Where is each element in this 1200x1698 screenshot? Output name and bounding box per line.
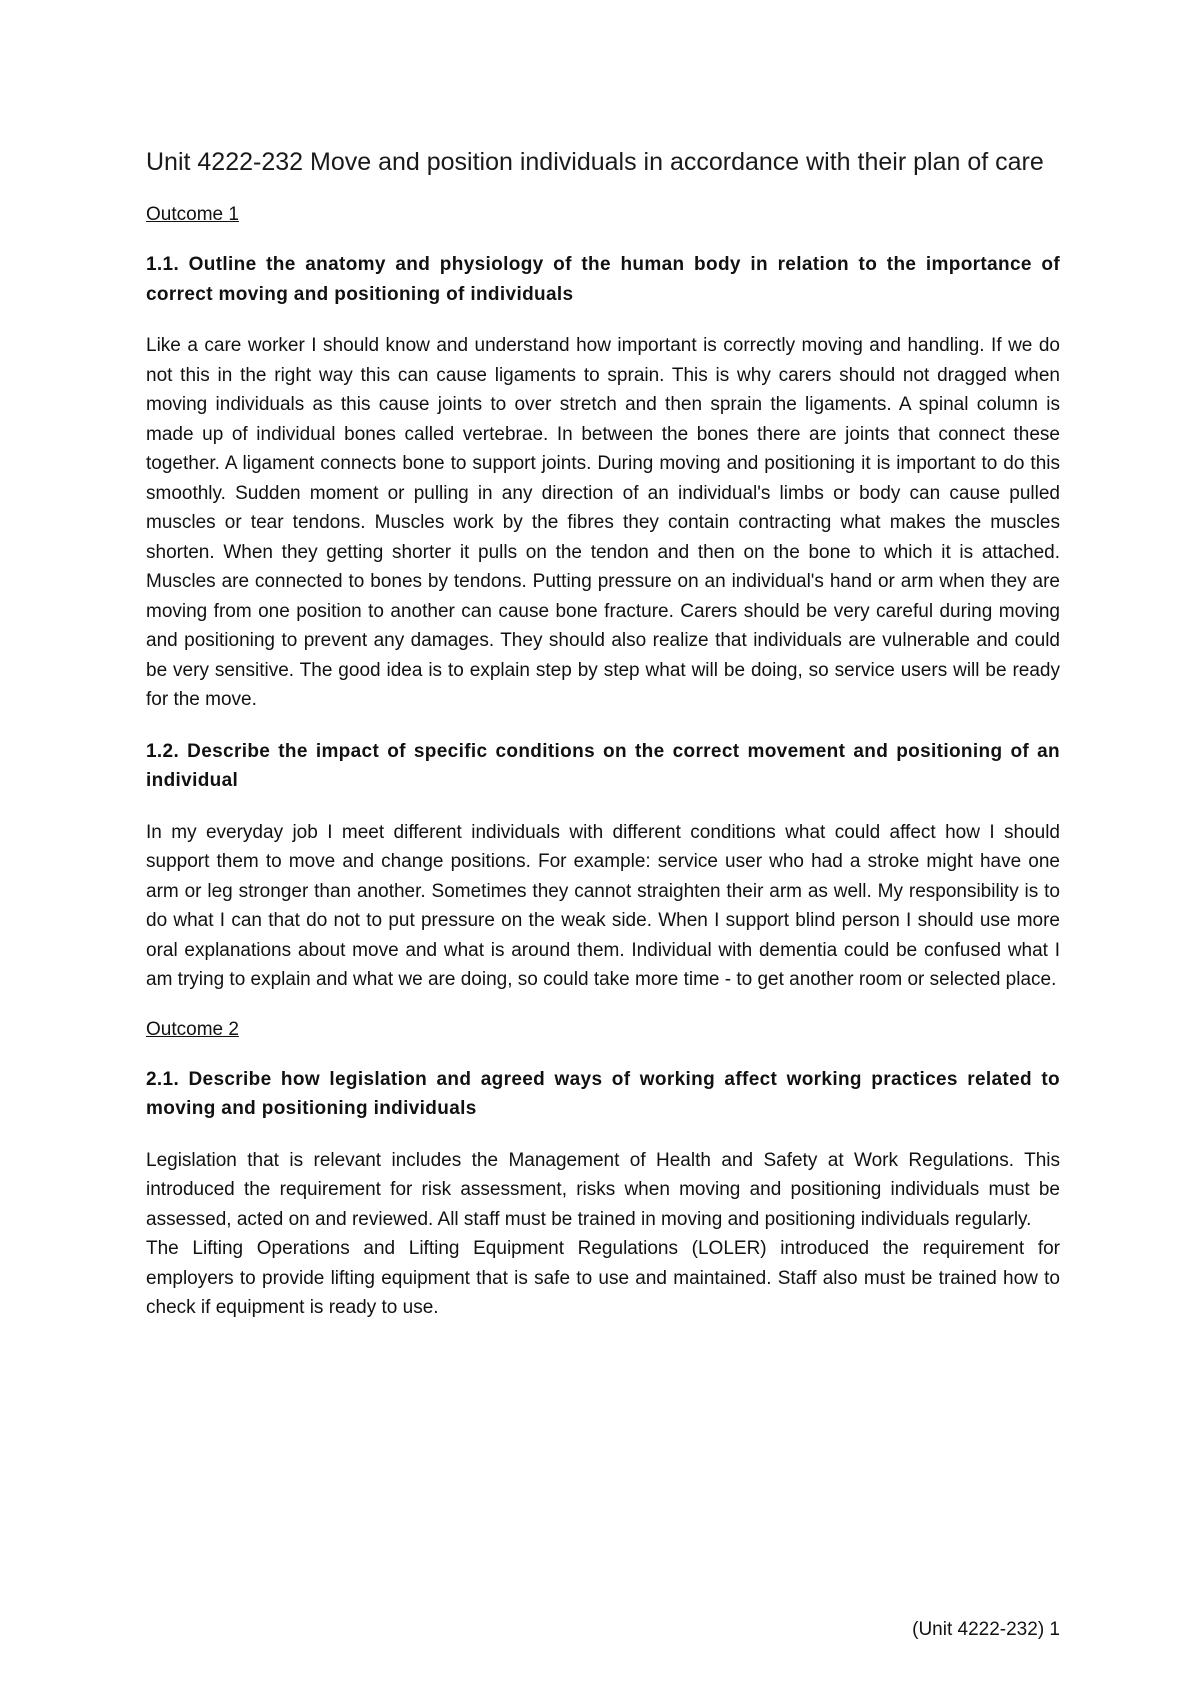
page-footer: (Unit 4222-232) 1 — [912, 1619, 1060, 1640]
answer-2-1 — [146, 1146, 1060, 1323]
outcome-1-heading: Outcome 1 — [146, 204, 239, 225]
question-1-2: 1.2. Describe the impact of specific conditions on the correct movement and positioning of an individual — [146, 740, 1060, 791]
question-1-1: 1.1. Outline the anatomy and physiology of the human body in relation to the importance of correct moving and positioning of individuals — [146, 254, 1060, 305]
outcome-2-heading: Outcome 2 — [146, 1018, 239, 1040]
answer-2-1-paragraph-2: The Lifting Operations and Lifting Equipment Regulations (LOLER) introduced the requirement for employers to provide lifting equipment that is safe to use and maintained. Staff also must be trained how to check if equipment is ready to use. — [146, 1238, 1060, 1318]
answer-1-2: In my everyday job I meet different individuals with different conditions what could affect how I should support them to move and change positions. For example: service user who had a stroke might have one arm or leg stronger than another. Sometimes they cannot straighten their arm as well. My responsibility is to do what I can that do not to put pressure on the weak side. When I support blind person I should use more oral explanations about move and what is around them. Individual with dementia could be confused what I am trying to explain and what we are doing, so could take more time - to get another room or selected place. — [146, 821, 1060, 990]
document-title: Unit 4222-232 Move and position individuals in accordance with their plan of care — [146, 148, 1044, 176]
answer-2-1-paragraph-1: Legislation that is relevant includes the Management of Health and Safety at Work Regulations. This introduced the requirement for risk assessment, risks when moving and positioning individuals must be assessed, acted on and reviewed. All staff must be trained in moving and positioning individuals regularly. — [146, 1149, 1060, 1230]
question-2-1: 2.1. Describe how legislation and agreed ways of working affect working practices related to moving and positioning individuals — [146, 1068, 1060, 1119]
document-page — [146, 146, 1060, 1345]
answer-1-1: Like a care worker I should know and understand how important is correctly moving and handling. If we do not this in the right way this can cause ligaments to sprain. This is why carers should not dragged when moving individuals as this cause joints to over stretch and then sprain the ligaments. A spinal column is made up of individual bones called vertebrae. In between the bones there are joints that connect these together. A ligament connects bone to support joints. During moving and positioning it is important to do this smoothly. Sudden moment or pulling in any direction of an individual's limbs or body can cause pulled muscles or tear tendons. Muscles work by the fibres they contain contracting what makes the muscles shorten. When they getting shorter it pulls on the tendon and then on the bone to which it is attached. Muscles are connected to bones by tendons. Putting pressure on an individual's hand or arm when they are moving from one position to another can cause bone fracture. Carers should be very careful during moving and positioning to prevent any damages. They should also realize that individuals are vulnerable and could be very sensitive. The good idea is to explain step by step what will be doing, so service users will be ready for the move. — [146, 335, 1060, 710]
